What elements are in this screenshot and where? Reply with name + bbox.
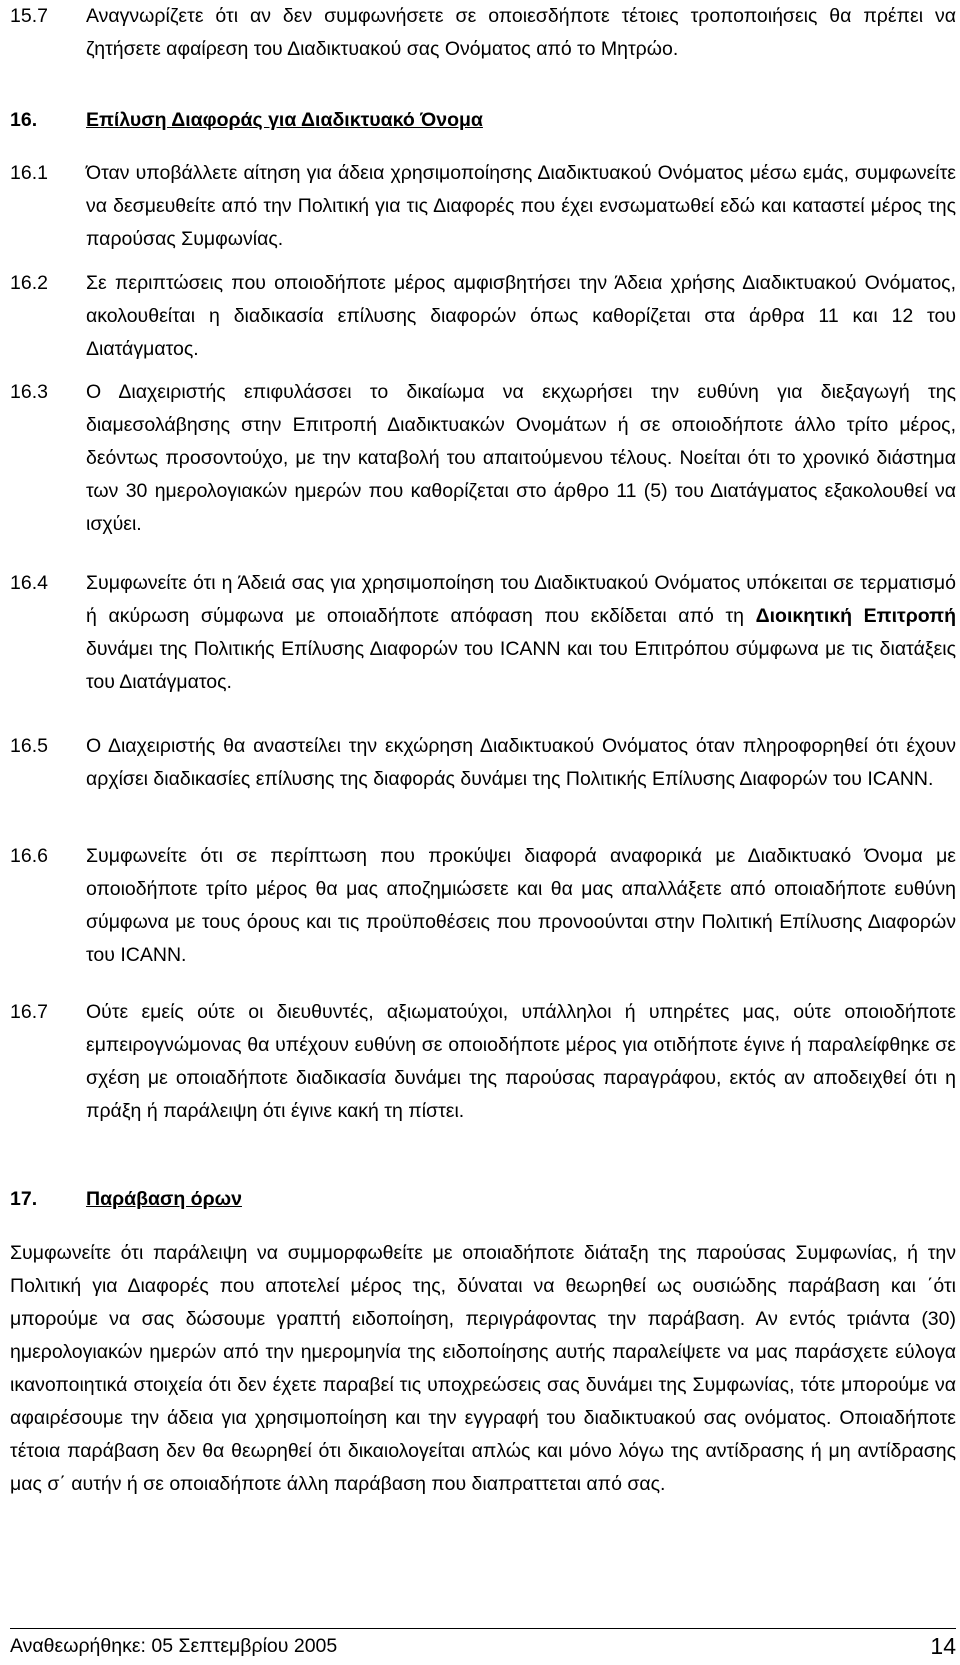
section-number: 16.5 <box>10 735 48 757</box>
section-16-4 <box>10 567 956 699</box>
section-text-part: Συμφωνείτε ότι η Άδειά σας για χρησιμοποίηση του Διαδικτυακού Ονόματος υπόκειται σε τερματισμό ή ακύρωση σύμφωνα με οποιαδήποτε απόφαση που εκδίδεται από τη <box>86 572 956 627</box>
section-17-heading <box>10 1183 956 1216</box>
section-number: 16.6 <box>10 845 48 867</box>
section-16-3 <box>10 376 956 541</box>
section-title: Παράβαση όρων <box>86 1188 242 1210</box>
section-text: Ούτε εμείς ούτε οι διευθυντές, αξιωματούχοι, υπάλληλοι ή υπηρέτες μας, ούτε οποιοδήποτε εμπειρογνώμονας θα υπέχουν ευθύνη σε οποιοδήποτε μέρος για οτιδήποτε έγινε ή παραλείφθηκε σε σχέση με οποιαδήποτε διαδικασία δυνάμει της παρούσας παραγράφου, εκτός αν αποδειχθεί ότι η πράξη ή παράλειψη ότι έγινε κακή τη πίστει. <box>86 1001 956 1122</box>
section-text <box>86 567 956 699</box>
section-15-7 <box>10 0 956 66</box>
section-number: 17. <box>10 1188 38 1210</box>
section-text: Ο Διαχειριστής θα αναστείλει την εκχώρηση Διαδικτυακού Ονόματος όταν πληροφορηθεί ότι έχουν αρχίσει διαδικασίες επίλυσης της διαφοράς δυνάμει της Πολιτικής Επίλυσης Διαφορών του ICANN. <box>86 735 956 790</box>
section-number: 16.3 <box>10 381 48 403</box>
section-16-heading <box>10 104 956 137</box>
section-number: 16.1 <box>10 162 48 184</box>
revision-date: Αναθεωρήθηκε: 05 Σεπτεμβρίου 2005 <box>10 1635 338 1657</box>
section-16-6 <box>10 840 956 972</box>
section-16-5 <box>10 730 956 796</box>
section-title: Επίλυση Διαφοράς για Διαδικτυακό Όνομα <box>86 109 483 131</box>
section-text: Ο Διαχειριστής επιφυλάσσει το δικαίωμα να εκχωρήσει την ευθύνη για διεξαγωγή της διαμεσολάβησης στην Επιτροπή Διαδικτυακών Ονομάτων ή σε οποιοδήποτε άλλο τρίτο μέρος, δεόντως προσοντούχο, με την καταβολή του απαιτούμενου τέλους. Νοείται ότι το χρονικό διάστημα των 30 ημερολογιακών ημερών που καθορίζεται στο άρθρο 11 (5) του Διατάγματος εξακολουθεί να ισχύει. <box>86 381 956 535</box>
section-text: Αναγνωρίζετε ότι αν δεν συμφωνήσετε σε οποιεσδήποτε τέτοιες τροποποιήσεις θα πρέπει να ζητήσετε αφαίρεση του Διαδικτυακού σας Ονόματος από το Μητρώο. <box>86 5 956 60</box>
section-number: 16.4 <box>10 572 48 594</box>
footer-divider <box>10 1628 956 1629</box>
section-16-2 <box>10 267 956 366</box>
section-text: Σε περιπτώσεις που οποιοδήποτε μέρος αμφισβητήσει την Άδεια χρήσης Διαδικτυακού Ονόματος, ακολουθείται η διαδικασία επίλυσης διαφορών όπως καθορίζεται στα άρθρα 11 και 12 του Διατάγματος. <box>86 272 956 360</box>
section-text-bold: Διοικητική Επιτροπή <box>755 605 957 627</box>
section-number: 15.7 <box>10 5 48 27</box>
section-number: 16.7 <box>10 1001 48 1023</box>
page-number: 14 <box>930 1633 956 1659</box>
page-footer <box>10 1633 956 1659</box>
section-text-part: δυνάμει της Πολιτικής Επίλυσης Διαφορών του ICANN και του Επιτρόπου σύμφωνα με τις διατάξεις του Διατάγματος. <box>86 638 956 693</box>
section-16-1 <box>10 157 956 256</box>
section-number: 16.2 <box>10 272 48 294</box>
section-text: Συμφωνείτε ότι σε περίπτωση που προκύψει διαφορά αναφορικά με Διαδικτυακό Όνομα με οποιοδήποτε τρίτο μέρος θα μας αποζημιώσετε και θα μας απαλλάξετε από οποιαδήποτε ευθύνη σύμφωνα με τους όρους και τις προϋποθέσεις που προνοούνται στην Πολιτική Επίλυσης Διαφορών του ICANN. <box>86 845 956 966</box>
section-text: Όταν υποβάλλετε αίτηση για άδεια χρησιμοποίησης Διαδικτυακού Ονόματος μέσω εμάς, συμφωνείτε να δεσμευθείτε από την Πολιτική για τις Διαφορές που έχει ενσωματωθεί εδώ και καταστεί μέρος της παρούσας Συμφωνίας. <box>86 162 956 250</box>
section-16-7 <box>10 996 956 1128</box>
closing-paragraph: Συμφωνείτε ότι παράλειψη να συμμορφωθείτε με οποιαδήποτε διάταξη της παρούσας Συμφωνίας, ή την Πολιτική για Διαφορές που αποτελεί μέρος της, δύναται να θεωρηθεί ως ουσιώδης παράβαση και ΄ότι μπορούμε να σας δώσουμε γραπτή ειδοποίηση, περιγράφοντας την παράβαση. Αν εντός τριάντα (30) ημερολογιακών ημερών από την ημερομηνία της ειδοποίησης αυτής παραλείψετε να μας παράσχετε εύλογα ικανοποιητικά στοιχεία ότι δεν έχετε παραβεί τις υποχρεώσεις σας δυνάμει της Συμφωνίας, τότε μπορούμε να αφαιρέσουμε την άδεια για χρησιμοποίηση και την εγγραφή του διαδικτυακού σας ονόματος. Οποιαδήποτε τέτοια παράβαση δεν θα θεωρηθεί ότι δικαιολογείται απλώς και μόνο λόγω της αντίδρασης ή μη αντίδρασης μας σ΄ αυτήν ή σε οποιαδήποτε άλλη παράβαση που διαπραττεται από σας. <box>10 1242 956 1495</box>
section-number: 16. <box>10 109 38 131</box>
